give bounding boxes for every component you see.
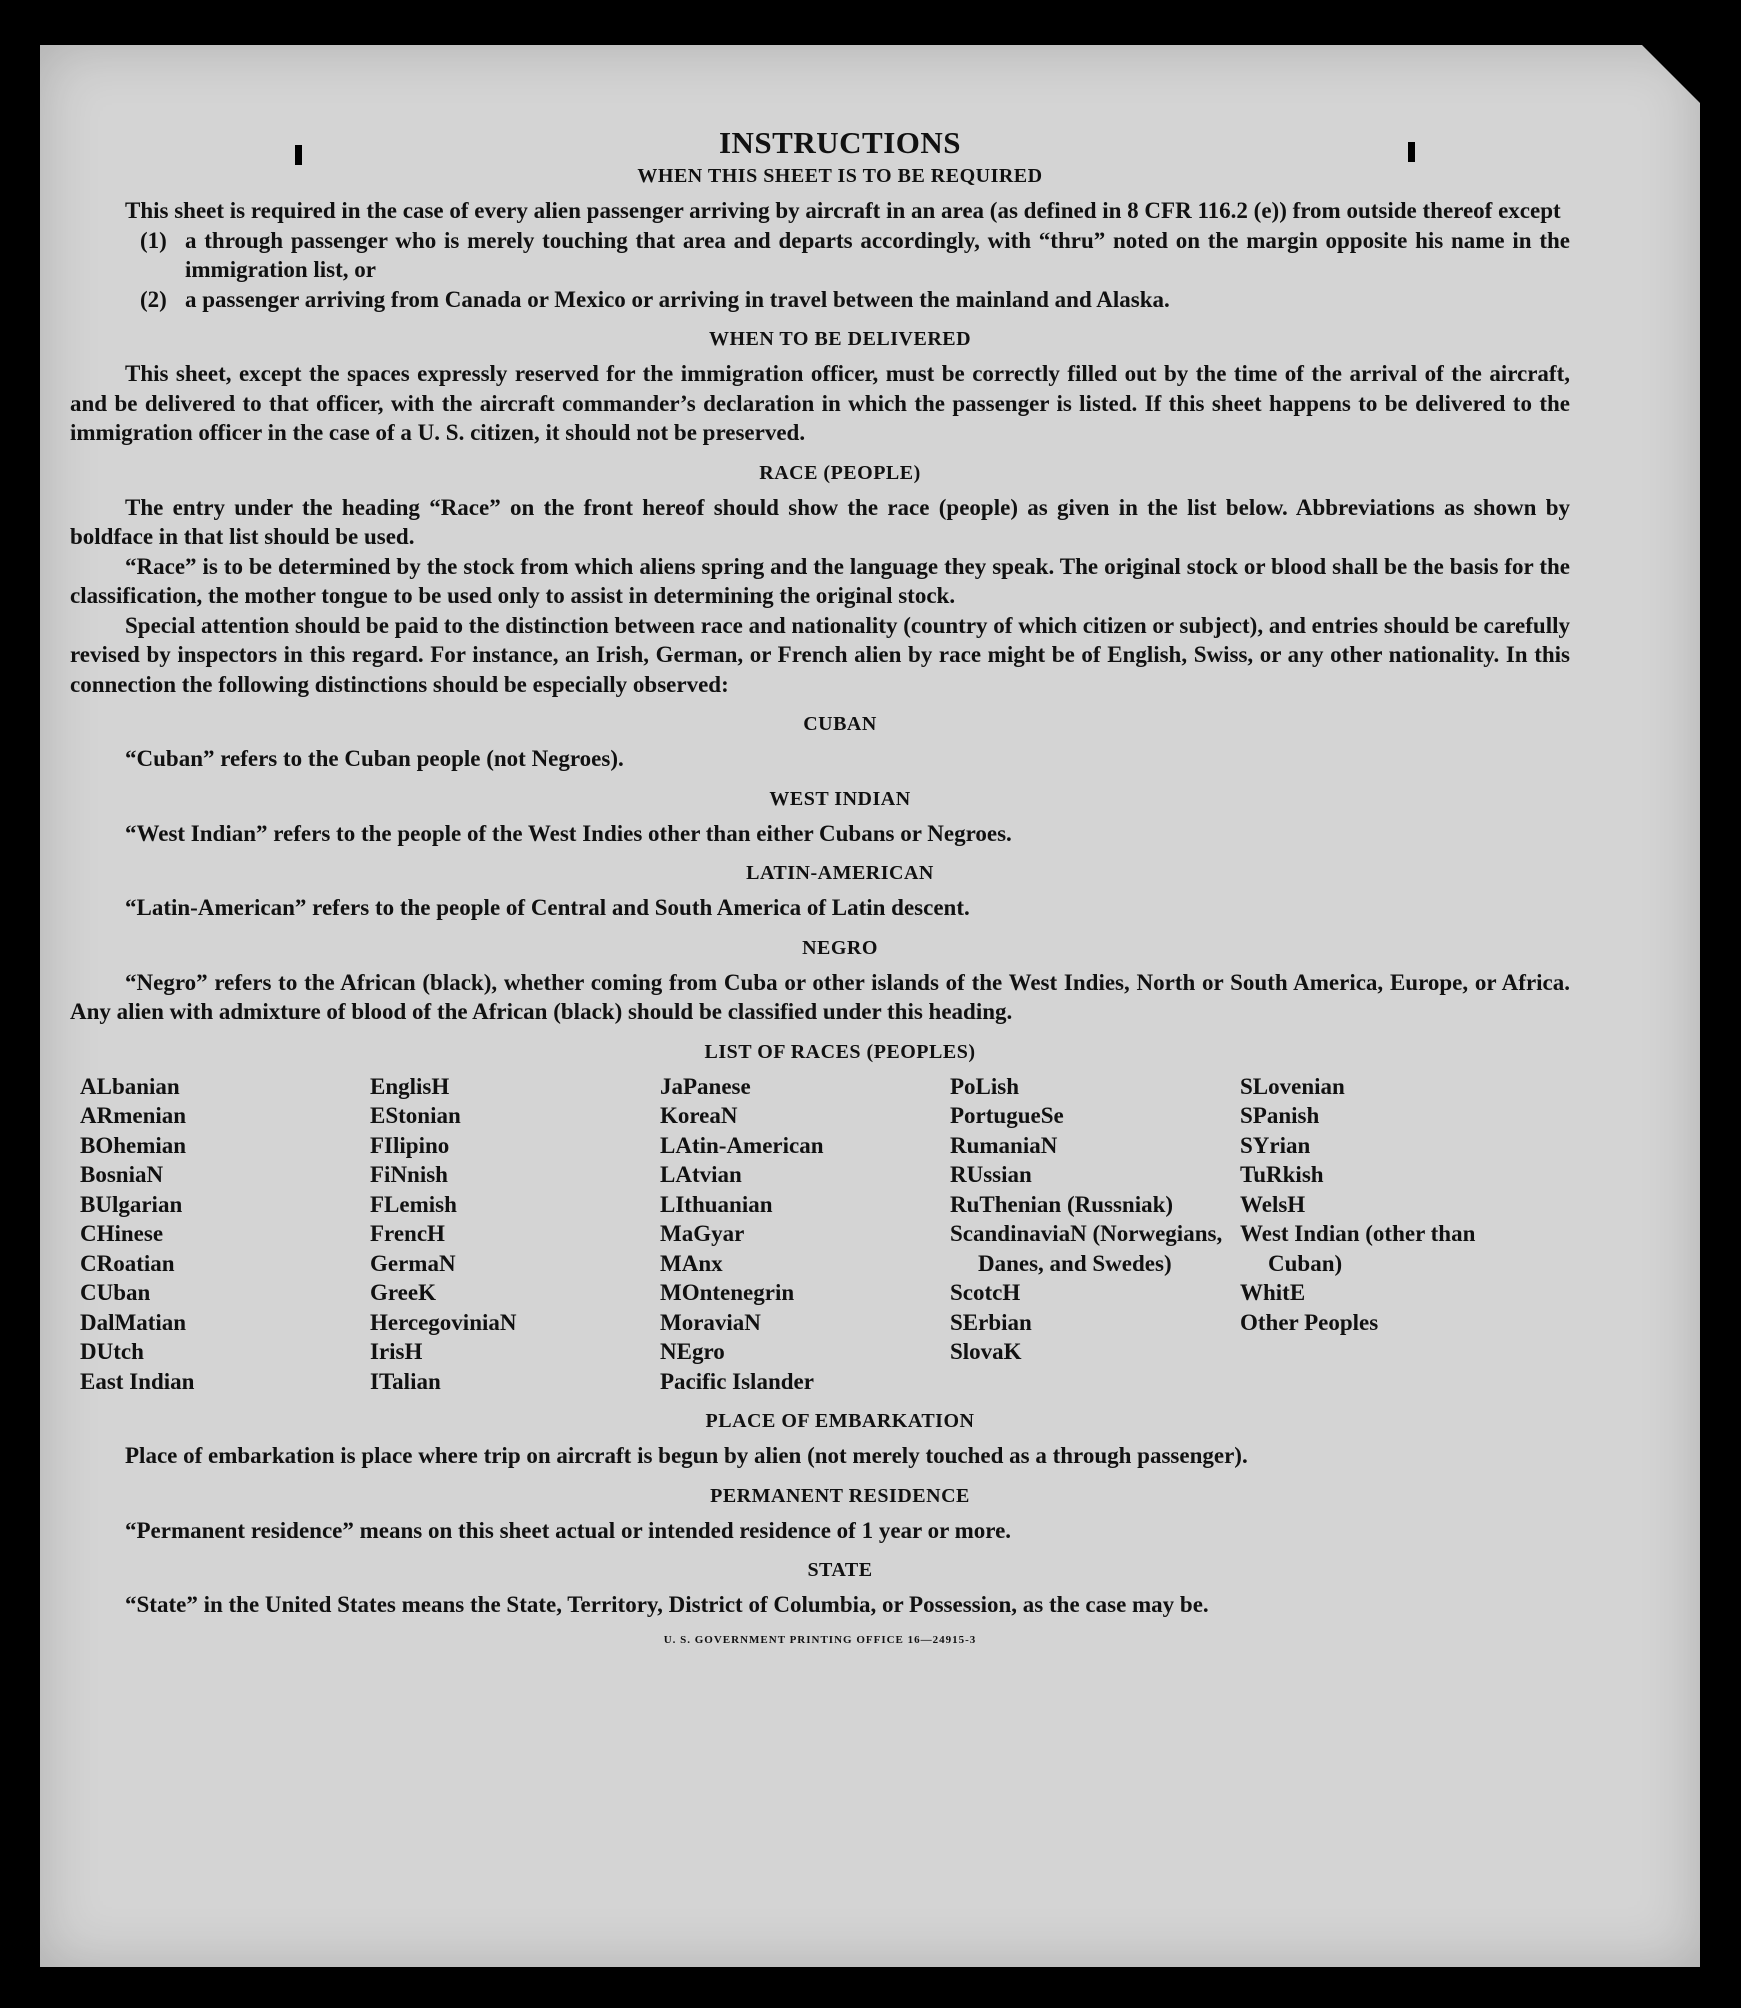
race-item: FLemish xyxy=(370,1191,457,1217)
race-item: ScotcH xyxy=(950,1280,1021,1305)
race-item: PortugueSe xyxy=(950,1103,1064,1128)
race-paragraph-1: The entry under the heading “Race” on the front hereof should show the race (people) as given in the list below. Abbreviations as shown by boldface in that list should be used. xyxy=(70,494,1570,549)
west-indian-text: “West Indian” refers to the people of the West Indies other than either Cubans or Negroes. xyxy=(125,820,1012,846)
race-item: MaGyar xyxy=(660,1221,745,1246)
race-item: EnglisH xyxy=(370,1073,450,1099)
when-required-intro: This sheet is required in the case of every alien passenger arriving by aircraft in an area (as defined in 8 CFR 116.2 (e)) from outside thereof except xyxy=(125,198,1561,223)
race-item: BosniaN xyxy=(80,1162,164,1187)
race-item: GreeK xyxy=(370,1280,436,1305)
race-item: IrisH xyxy=(370,1339,423,1364)
race-item: MoraviaN xyxy=(660,1309,761,1335)
race-item: ITalian xyxy=(370,1368,441,1394)
race-item: ALbanian xyxy=(80,1073,180,1099)
race-item: HercegoviniaN xyxy=(370,1309,517,1335)
heading-permanent-residence: PERMANENT RESIDENCE xyxy=(710,1484,970,1507)
race-item: RuThenian (Russniak) xyxy=(950,1191,1174,1217)
race-item: EStonian xyxy=(370,1103,461,1128)
race-item: CRoatian xyxy=(80,1250,175,1276)
race-item: RumaniaN xyxy=(950,1132,1058,1158)
race-item: BOhemian xyxy=(80,1132,187,1158)
heading-state: STATE xyxy=(807,1559,873,1581)
race-item: DalMatian xyxy=(80,1309,187,1335)
heading-embarkation: PLACE OF EMBARKATION xyxy=(705,1410,975,1432)
state-text: “State” in the United States means the State, Territory, District of Columbia, or Possession, as the case may be. xyxy=(125,1592,1209,1617)
folded-corner xyxy=(1642,45,1700,103)
heading-latin-american: LATIN-AMERICAN xyxy=(746,862,934,884)
race-column xyxy=(80,1072,370,1397)
race-item: WelsH xyxy=(1240,1191,1306,1217)
heading-cuban: CUBAN xyxy=(803,713,877,735)
race-list xyxy=(70,1072,1570,1397)
heading-negro: NEGRO xyxy=(802,936,878,959)
race-item: FrencH xyxy=(370,1221,445,1246)
heading-race: RACE (PEOPLE) xyxy=(759,461,921,484)
page-title: INSTRUCTIONS xyxy=(718,125,961,160)
race-item: KoreaN xyxy=(660,1103,738,1128)
cuban-text: “Cuban” refers to the Cuban people (not Negroes). xyxy=(125,746,624,771)
race-item: PoLish xyxy=(950,1073,1020,1099)
race-item: BUlgarian xyxy=(80,1191,183,1217)
race-item: CHinese xyxy=(80,1221,164,1246)
race-column xyxy=(1240,1072,1530,1397)
race-item: SYrian xyxy=(1240,1132,1311,1158)
race-item: CUban xyxy=(80,1280,151,1305)
race-paragraph-2: “Race” is to be determined by the stock from which aliens spring and the language they speak. The original stock or blood shall be the basis for the classification, the mother tongue to be used only to assist in determining the original stock. xyxy=(70,553,1570,608)
race-item: SlovaK xyxy=(950,1339,1022,1364)
latin-american-text: “Latin-American” refers to the people of Central and South America of Latin descent. xyxy=(125,895,970,920)
race-item: ScandinaviaN (Norwegians, Danes, and Swedes) xyxy=(950,1221,1223,1276)
heading-when-required: WHEN THIS SHEET IS TO BE REQUIRED xyxy=(637,165,1043,187)
race-column xyxy=(950,1072,1240,1397)
race-item: LIthuanian xyxy=(660,1191,773,1217)
race-column xyxy=(660,1072,950,1397)
race-item: DUtch xyxy=(80,1339,144,1364)
race-item: Pacific Islander xyxy=(660,1368,814,1394)
embarkation-text: Place of embarkation is place where trip on aircraft is begun by alien (not merely touched as a through passenger). xyxy=(125,1443,1248,1468)
race-item: LAtvian xyxy=(660,1162,742,1187)
exception-item: (1) a through passenger who is merely touching that area and departs accordingly, with “thru” noted on the margin opposite his name in the immigration list, or xyxy=(140,227,1570,282)
exception-item: (2) a passenger arriving from Canada or Mexico or arriving in travel between the mainland and Alaska. xyxy=(140,286,1170,312)
race-item: West Indian (other than Cuban) xyxy=(1240,1221,1476,1276)
race-item: TuRkish xyxy=(1240,1162,1324,1187)
race-item: JaPanese xyxy=(660,1073,751,1099)
race-item: Other Peoples xyxy=(1240,1309,1379,1335)
race-item: LAtin-American xyxy=(660,1132,824,1158)
race-paragraph-3: Special attention should be paid to the distinction between race and nationality (country of which citizen or subject), and entries should be carefully revised by inspectors in this regard. For instance, an Irish, German, or French alien by race might be of English, Swiss, or any other nationality. In this connection the following distinctions should be especially observed: xyxy=(70,612,1570,697)
race-item: East Indian xyxy=(80,1368,195,1394)
race-item: ARmenian xyxy=(80,1103,187,1128)
document-sheet xyxy=(40,45,1700,1967)
race-item: SErbian xyxy=(950,1309,1032,1335)
race-item: FIlipino xyxy=(370,1132,450,1158)
residence-text: “Permanent residence” means on this sheet actual or intended residence of 1 year or more. xyxy=(125,1517,1012,1543)
heading-west-indian: WEST INDIAN xyxy=(769,787,911,810)
race-item: SPanish xyxy=(1240,1103,1320,1128)
race-item: RUssian xyxy=(950,1162,1032,1187)
race-item: MAnx xyxy=(660,1250,723,1276)
race-column xyxy=(370,1072,660,1397)
race-item: SLovenian xyxy=(1240,1073,1345,1099)
instructions-content xyxy=(70,125,1570,1646)
negro-text: “Negro” refers to the African (black), whether coming from Cuba or other islands of the West Indies, North or South America, Europe, or Africa. Any alien with admixture of blood of the African (black) should be classified under this heading. xyxy=(70,969,1570,1024)
when-delivered-text: This sheet, except the spaces expressly reserved for the immigration officer, must be correctly filled out by the time of the arrival of the aircraft, and be delivered to that officer, with the aircraft commander’s declaration in which the passenger is listed. If this sheet happens to be delivered to the immigration officer in the case of a U. S. citizen, it should not be preserved. xyxy=(70,361,1570,445)
race-item: WhitE xyxy=(1240,1280,1306,1305)
race-item: NEgro xyxy=(660,1339,725,1364)
exception-list xyxy=(70,226,1570,315)
printing-office-imprint: U. S. GOVERNMENT PRINTING OFFICE 16—24915-3 xyxy=(663,1633,977,1646)
race-item: FiNnish xyxy=(370,1162,448,1187)
race-item: GermaN xyxy=(370,1250,456,1276)
heading-list-of-races: LIST OF RACES (PEOPLES) xyxy=(704,1040,976,1063)
heading-when-delivered: WHEN TO BE DELIVERED xyxy=(708,328,972,350)
race-item: MOntenegrin xyxy=(660,1280,795,1305)
